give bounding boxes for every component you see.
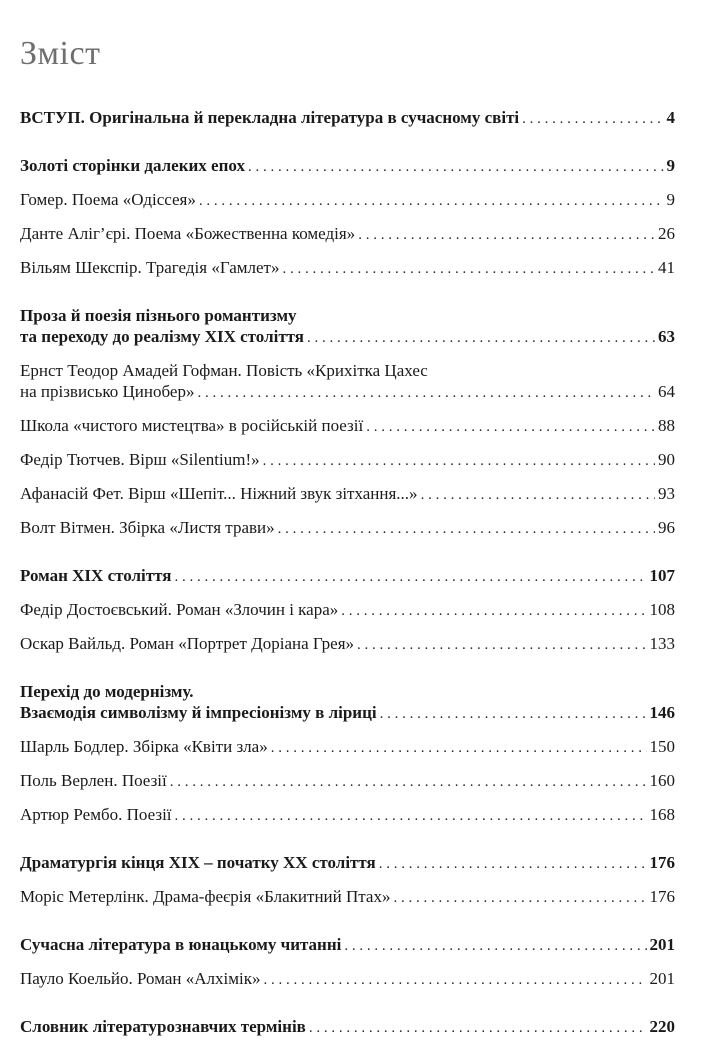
toc-entry <box>20 736 675 759</box>
dot-leader <box>307 328 655 349</box>
toc-entry-title: Школа «чистого мистецтва» в російській поезії <box>20 416 364 435</box>
toc-entry-row <box>20 633 675 656</box>
table-of-contents <box>20 107 675 1064</box>
toc-entry-row <box>20 770 675 793</box>
dot-leader <box>344 936 646 957</box>
dot-leader <box>248 157 664 178</box>
dot-leader <box>271 738 647 759</box>
toc-section-heading <box>20 934 675 957</box>
toc-entry <box>20 483 675 506</box>
toc-entry-row <box>20 223 675 246</box>
toc-section-heading <box>20 107 675 130</box>
toc-entry-title: Шарль Бодлер. Збірка «Квіти зла» <box>20 737 268 756</box>
page-number: 90 <box>658 450 675 469</box>
page-number: 133 <box>649 634 675 653</box>
page-number: 176 <box>649 853 675 872</box>
dot-leader <box>380 704 647 725</box>
page-number: 4 <box>666 108 675 127</box>
toc-entry-title: Гомер. Поема «Одіссея» <box>20 190 196 209</box>
toc-section-heading <box>20 681 675 725</box>
toc-entry-title: Афанасій Фет. Вірш «Шепіт... Ніжний звук зітхання...» <box>20 484 418 503</box>
dot-leader <box>197 383 655 404</box>
toc-entry-row <box>20 565 675 588</box>
page-number: 96 <box>658 518 675 537</box>
toc-entry <box>20 449 675 472</box>
toc-entry-title: Пауло Коельйо. Роман «Алхімік» <box>20 969 261 988</box>
page-number: 26 <box>658 224 675 243</box>
dot-leader <box>170 772 647 793</box>
dot-leader <box>175 806 647 827</box>
dot-leader <box>379 854 647 875</box>
toc-section-heading <box>20 305 675 349</box>
toc-entry-title: Вільям Шекспір. Трагедія «Гамлет» <box>20 258 280 277</box>
toc-entry-title: Золоті сторінки далеких епох <box>20 156 245 175</box>
toc-entry-title: Роман XIX століття <box>20 566 172 585</box>
toc-entry-title: Волт Вітмен. Збірка «Листя трави» <box>20 518 275 537</box>
toc-entry-row <box>20 415 675 438</box>
toc-entry <box>20 599 675 622</box>
toc-section <box>20 155 675 280</box>
toc-entry-row <box>20 483 675 506</box>
dot-leader <box>357 635 646 656</box>
dot-leader <box>358 225 655 246</box>
toc-section-heading <box>20 1016 675 1039</box>
page-number: 64 <box>658 382 675 401</box>
page-number: 150 <box>649 737 675 756</box>
page-number: 168 <box>649 805 675 824</box>
dot-leader <box>199 191 664 212</box>
toc-section <box>20 107 675 130</box>
page-number: 93 <box>658 484 675 503</box>
toc-entry-title: Артюр Рембо. Поезії <box>20 805 172 824</box>
toc-entry <box>20 804 675 827</box>
page-number: 220 <box>649 1017 675 1036</box>
page-title: Зміст <box>20 35 101 72</box>
toc-section-heading <box>20 155 675 178</box>
toc-entry-title-line: Проза й поезія пізнього романтизму <box>20 306 297 325</box>
dot-leader <box>278 519 655 540</box>
dot-leader <box>264 970 647 991</box>
toc-entry-title-line: Перехід до модернізму. <box>20 682 194 701</box>
toc-entry-title: Данте Аліг’єрі. Поема «Божественна комедія» <box>20 224 356 243</box>
toc-entry-row <box>20 189 675 212</box>
toc-entry-row <box>20 702 675 725</box>
toc-entry-row <box>20 449 675 472</box>
toc-entry-row <box>20 934 675 957</box>
toc-entry <box>20 189 675 212</box>
toc-section <box>20 934 675 991</box>
dot-leader <box>366 417 655 438</box>
toc-section <box>20 681 675 827</box>
dot-leader <box>174 567 646 588</box>
toc-entry-row <box>20 736 675 759</box>
page-number: 146 <box>649 703 675 722</box>
toc-entry-title: Поль Верлен. Поезії <box>20 771 167 790</box>
toc-entry <box>20 968 675 991</box>
toc-section-heading <box>20 565 675 588</box>
page-number: 41 <box>658 258 675 277</box>
dot-leader <box>341 601 646 622</box>
toc-entry <box>20 360 675 404</box>
dot-leader <box>309 1018 647 1039</box>
toc-entry <box>20 886 675 909</box>
toc-entry <box>20 770 675 793</box>
page-number: 9 <box>666 190 675 209</box>
toc-entry-title: та переходу до реалізму XIX століття <box>20 327 305 346</box>
toc-entry <box>20 415 675 438</box>
toc-entry-row <box>20 852 675 875</box>
page-number: 201 <box>649 969 675 988</box>
toc-entry-row <box>20 968 675 991</box>
toc-entry-title: Взаємодія символізму й імпресіонізму в ліриці <box>20 703 377 722</box>
toc-section <box>20 1016 675 1039</box>
page-number: 160 <box>649 771 675 790</box>
toc-entry-row <box>20 326 675 349</box>
toc-entry <box>20 517 675 540</box>
toc-entry-row <box>20 517 675 540</box>
toc-entry <box>20 633 675 656</box>
toc-entry-title: на прізвисько Цинобер» <box>20 382 195 401</box>
toc-entry-title: Словник літературознавчих термінів <box>20 1017 306 1036</box>
page-number: 107 <box>649 566 675 585</box>
dot-leader <box>522 109 663 130</box>
toc-entry-title: Драматургія кінця XIX – початку XX століття <box>20 853 376 872</box>
toc-entry-row <box>20 381 675 404</box>
toc-entry-row <box>20 886 675 909</box>
toc-section-heading <box>20 852 675 875</box>
page-number: 9 <box>666 156 675 175</box>
toc-entry-row <box>20 599 675 622</box>
dot-leader <box>421 485 655 506</box>
page-number: 176 <box>649 887 675 906</box>
page-number: 108 <box>649 600 675 619</box>
toc-entry <box>20 257 675 280</box>
page-number: 201 <box>649 935 675 954</box>
toc-entry-title: Моріс Метерлінк. Драма-феєрія «Блакитний Птах» <box>20 887 391 906</box>
dot-leader <box>282 259 655 280</box>
toc-section <box>20 852 675 909</box>
toc-entry-row <box>20 1016 675 1039</box>
toc-entry-row <box>20 107 675 130</box>
page-number: 88 <box>658 416 675 435</box>
dot-leader <box>263 451 655 472</box>
toc-entry-title: Федір Тютчев. Вірш «Silentium!» <box>20 450 260 469</box>
toc-entry-title: ВСТУП. Оригінальна й перекладна література в сучасному світі <box>20 108 520 127</box>
toc-entry-row <box>20 804 675 827</box>
toc-entry-row <box>20 257 675 280</box>
toc-entry <box>20 223 675 246</box>
dot-leader <box>393 888 646 909</box>
toc-entry-title-line: Ернст Теодор Амадей Гофман. Повість «Крихітка Цахес <box>20 361 428 380</box>
toc-entry-title: Федір Достоєвський. Роман «Злочин і кара» <box>20 600 339 619</box>
toc-entry-row <box>20 155 675 178</box>
toc-entry-title: Оскар Вайльд. Роман «Портрет Доріана Грея» <box>20 634 355 653</box>
toc-section <box>20 305 675 540</box>
toc-entry-title: Сучасна література в юнацькому читанні <box>20 935 342 954</box>
toc-section <box>20 565 675 656</box>
page-number: 63 <box>658 327 675 346</box>
